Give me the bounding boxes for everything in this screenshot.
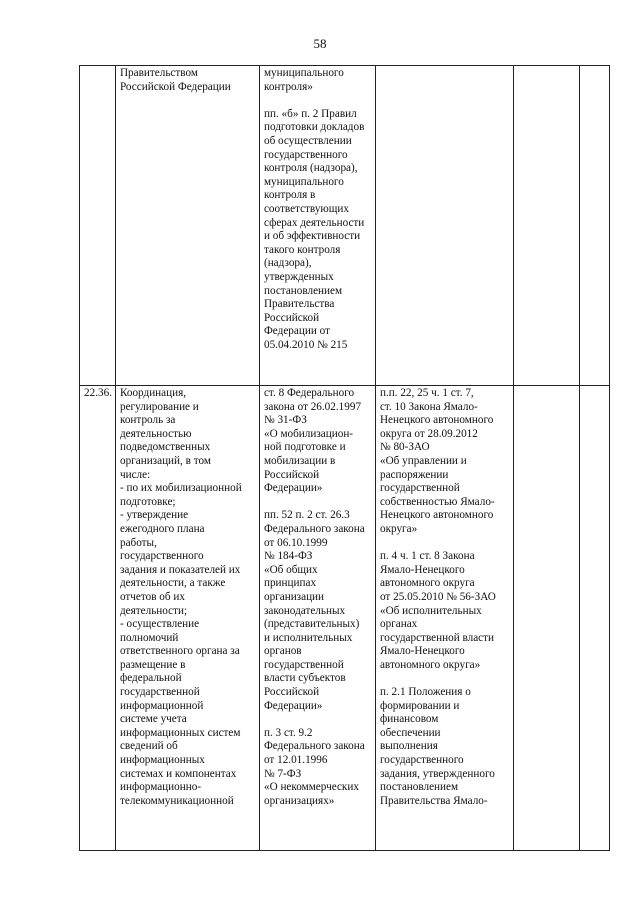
regional-basis-cell: п.п. 22, 25 ч. 1 ст. 7, ст. 10 Закона Ямало- Ненецкого автономного округа от 28.09.2012 № 80-ЗАО «Об управлении и распоряжении государственной собственностью Ямало- Ненецкого автономного округа» п. 4 ч. 1 ст. 8 Закона Ямало-Ненецкого автономного округа от 25.05.2010 № 56-ЗАО «Об исполнительных органах государственной власти Ямало-Ненецкого автономного округа» п. 2.1 Положения о формировании и финансовом обеспечении выполнения государственного задания, утвержденного постановлением Правительства Ямало- — [375, 386, 513, 851]
activity-cell: Правительством Российской Федерации — [115, 66, 259, 386]
table-row — [80, 66, 610, 386]
authority-table — [79, 65, 610, 851]
row-number-cell — [80, 66, 116, 386]
federal-basis-cell: ст. 8 Федерального закона от 26.02.1997 № 31-ФЗ «О мобилизацион- ной подготовке и мобилизации в Российской Федерации» пп. 52 п. 2 ст. 26.3 Федерального закона от 06.10.1999 № 184-ФЗ «Об общих принципах организации законодательных (представительных) и исполнительных органов государственной власти субъектов Российской Федерации» п. 3 ст. 9.2 Федерального закона от 12.01.1996 № 7-ФЗ «О некоммерческих организациях» — [259, 386, 375, 851]
empty-cell — [513, 386, 579, 851]
federal-basis-cell: муниципального контроля» пп. «б» п. 2 Правил подготовки докладов об осуществлении государственного контроля (надзора), муниципального контроля в соответствующих сферах деятельности и об эффективности такого контроля (надзора), утвержденных постановлением Правительства Российской Федерации от 05.04.2010 № 215 — [259, 66, 375, 386]
table-row — [80, 386, 610, 851]
empty-cell — [579, 66, 609, 386]
activity-cell: Координация, регулирование и контроль за деятельностью подведомственных организаций, в том числе: - по их мобилизационной подготовке; - утверждение ежегодного плана работы, государственного задания и показателей их деятельности, а также отчетов об их деятельности; - осуществление полномочий ответственного органа за размещение в федеральной государственной информационной системе учета информационных систем сведений об информационных системах и компонентах информационно- телекоммуникационной — [115, 386, 259, 851]
empty-cell — [513, 66, 579, 386]
regional-basis-cell — [375, 66, 513, 386]
row-number-cell: 22.36. — [80, 386, 116, 851]
empty-cell — [579, 386, 609, 851]
page-number: 58 — [313, 36, 327, 51]
